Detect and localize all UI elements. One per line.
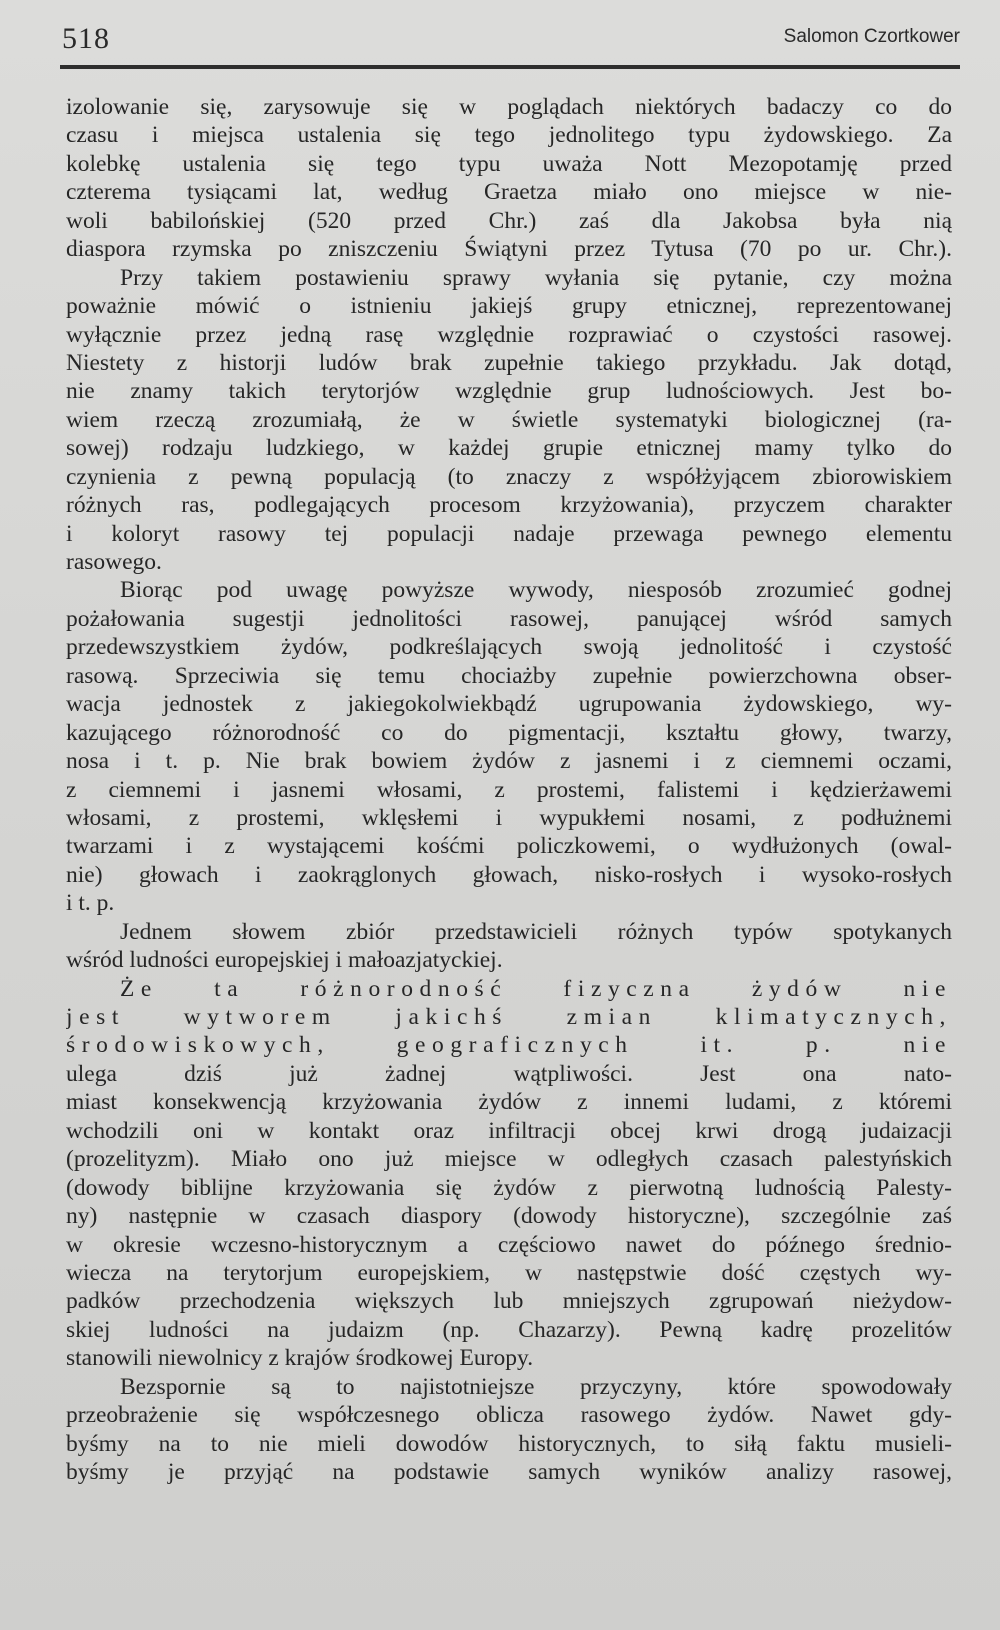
text-line: pożałowania sugestji jednolitości rasowej, panującej wśród samych bbox=[66, 605, 952, 632]
text-line: diaspora rzymska po zniszczeniu Świątyni przez Tytusa (70 po ur. Chr.). bbox=[66, 236, 952, 263]
body-text bbox=[66, 93, 952, 1486]
paragraph-3 bbox=[66, 576, 952, 917]
text-line: nie) głowach i zaokrąglonych głowach, nisko-rosłych i wysoko-rosłych bbox=[66, 861, 952, 888]
text-line: i koloryt rasowy tej populacji nadaje przewaga pewnego elementu bbox=[66, 520, 952, 547]
text-line: z ciemnemi i jasnemi włosami, z prostemi, falistemi i kędzierżawemi bbox=[66, 776, 952, 803]
spaced-emphasis-line: jest wytworem jakichś zmian klimatycznych, bbox=[66, 1004, 952, 1030]
text-line: byśmy je przyjąć na podstawie samych wyników analizy rasowej, bbox=[66, 1459, 952, 1485]
text-line: kolebkę ustalenia się tego typu uważa Nott Mezopotamję przed bbox=[66, 150, 952, 177]
text-line: Bezspornie są to najistotniejsze przyczyny, które spowodowały bbox=[120, 1373, 952, 1400]
text-line: rasowego. bbox=[66, 549, 162, 575]
text-line: nosa i t. p. Nie brak bowiem żydów z jasnemi i z ciemnemi oczami, bbox=[66, 748, 952, 775]
text-line: włosami, z prostemi, wklęsłemi i wypukłemi nosami, z podłużnemi bbox=[66, 804, 952, 831]
text-line: twarzami i z wystającemi kośćmi policzkowemi, o wydłużonych (owal- bbox=[66, 833, 952, 860]
text-line: i t. p. bbox=[66, 890, 115, 917]
paragraph-5 bbox=[66, 975, 952, 1373]
text-line: rasową. Sprzeciwia się temu chociażby zupełnie powierzchowna obser- bbox=[66, 662, 952, 689]
text-line: różnych ras, podlegających procesom krzyżowania), przyczem charakter bbox=[66, 492, 952, 519]
header-rule bbox=[60, 65, 960, 69]
text-line: wiem rzeczą zrozumiałą, że w świetle systematyki biologicznej (ra- bbox=[66, 406, 952, 433]
text-line: przeobrażenie się współczesnego oblicza rasowego żydów. Nawet gdy- bbox=[66, 1402, 952, 1429]
text-line: czasu i miejsca ustalenia się tego jednolitego typu żydowskiego. Za bbox=[66, 122, 952, 149]
paragraph-2 bbox=[66, 264, 952, 577]
text-line: Niestety z historji ludów brak zupełnie takiego przykładu. Jak dotąd, bbox=[66, 349, 952, 376]
text-line: wśród ludności europejskiej i małoazjatyckiej. bbox=[66, 947, 503, 974]
text-line: przedewszystkiem żydów, podkreślających swoją jednolitość i czystość bbox=[66, 634, 952, 661]
text-line: wiecza na terytorjum europejskiem, w następstwie dość częstych wy- bbox=[66, 1259, 952, 1286]
text-line: wchodzili oni w kontakt oraz infiltracji obcej krwi drogą judaizacji bbox=[66, 1117, 952, 1144]
text-line: czynienia z pewną populacją (to znaczy z współżyjącem zbiorowiskiem bbox=[66, 463, 952, 490]
spaced-emphasis-line: środowiskowych, geograficznych it. p. nie bbox=[66, 1032, 952, 1059]
text-line: (prozelityzm). Miało ono już miejsce w odległych czasach palestyńskich bbox=[66, 1146, 952, 1173]
text-line: sowej) rodzaju ludzkiego, w każdej grupie etnicznej mamy tylko do bbox=[66, 435, 952, 462]
text-line: (dowody biblijne krzyżowania się żydów z pierwotną ludnością Palesty- bbox=[66, 1174, 952, 1201]
spaced-emphasis-line: Że ta różnorodność fizyczna żydów nie bbox=[120, 975, 952, 1002]
text-line: ny) następnie w czasach diaspory (dowody historyczne), szczególnie zaś bbox=[66, 1203, 952, 1230]
text-line: czterema tysiącami lat, według Graetza miało ono miejsce w nie- bbox=[66, 179, 952, 206]
running-head: Salomon Czortkower bbox=[783, 26, 960, 47]
text-line: Biorąc pod uwagę powyższe wywody, niesposób zrozumieć godnej bbox=[120, 577, 952, 604]
text-line: w okresie wczesno-historycznym a częściowo nawet do późnego średnio- bbox=[66, 1231, 952, 1258]
text-line: ulega dziś już żadnej wątpliwości. Jest ona nato- bbox=[66, 1060, 952, 1087]
text-line: poważnie mówić o istnieniu jakiejś grupy etnicznej, reprezentowanej bbox=[66, 293, 952, 320]
text-line: Jednem słowem zbiór przedstawicieli różnych typów spotykanych bbox=[120, 918, 952, 945]
text-line: Przy takiem postawieniu sprawy wyłania się pytanie, czy można bbox=[120, 264, 952, 291]
text-line: woli babilońskiej (520 przed Chr.) zaś dla Jakobsa była nią bbox=[66, 207, 952, 234]
paragraph-4 bbox=[66, 918, 952, 975]
text-line: wyłącznie przez jedną rasę względnie rozprawiać o czystości rasowej. bbox=[66, 321, 952, 348]
text-line: padków przechodzenia większych lub mniejszych zgrupowań nieżydow- bbox=[66, 1288, 952, 1315]
text-line: byśmy na to nie mieli dowodów historycznych, to siłą faktu musieli- bbox=[66, 1430, 952, 1457]
text-line: wacja jednostek z jakiegokolwiekbądź ugrupowania żydowskiego, wy- bbox=[66, 691, 952, 718]
page-number: 518 bbox=[62, 22, 110, 55]
text-line: kazującego różnorodność co do pigmentacji, kształtu głowy, twarzy, bbox=[66, 719, 952, 746]
text-line: skiej ludności na judaizm (np. Chazarzy). Pewną kadrę prozelitów bbox=[66, 1316, 952, 1343]
paragraph-1 bbox=[66, 93, 952, 264]
text-line: nie znamy takich terytorjów względnie grup ludnościowych. Jest bo- bbox=[66, 378, 952, 405]
text-line: stanowili niewolnicy z krajów środkowej Europy. bbox=[66, 1345, 534, 1372]
text-line: miast konsekwencją krzyżowania żydów z innemi ludami, z któremi bbox=[66, 1089, 952, 1116]
text-line: izolowanie się, zarysowuje się w poglądach niektórych badaczy co do bbox=[66, 94, 952, 120]
page-header bbox=[60, 20, 960, 70]
paragraph-6 bbox=[66, 1373, 952, 1487]
